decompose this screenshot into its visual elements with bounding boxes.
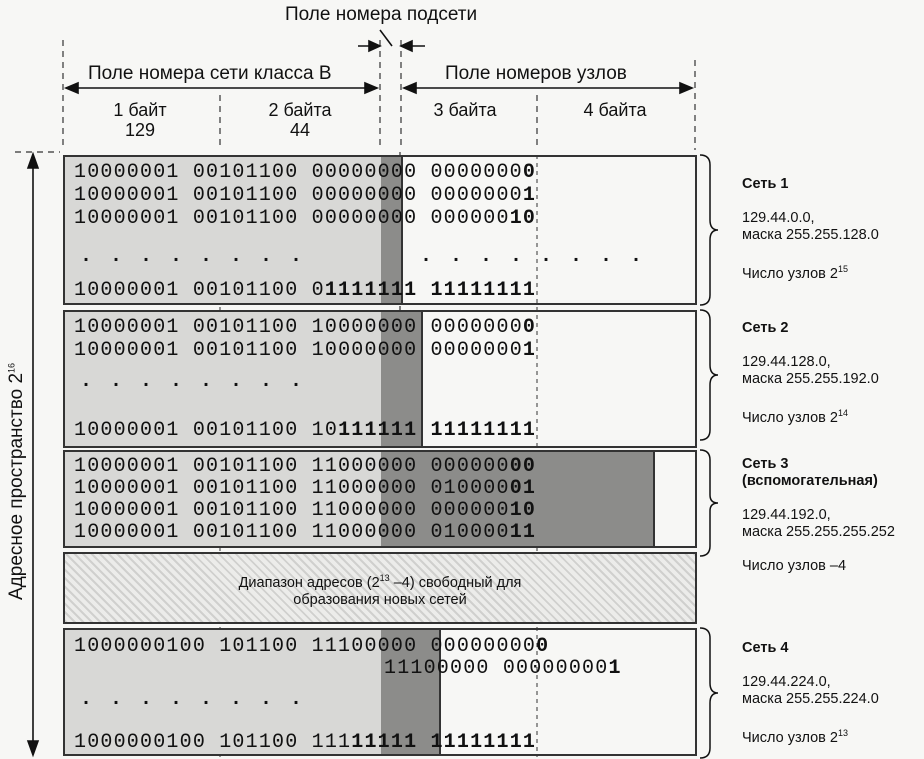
block1-row3: 10000001 00101100 00000000 00000010 bbox=[74, 207, 537, 230]
class-b-field-label: Поле номера сети класса В bbox=[88, 63, 332, 84]
block2-info: Сеть 2 129.44.128.0, маска 255.255.192.0 Число узлов $2^{14}$ bbox=[742, 320, 879, 426]
block3-row3: 10000001 00101100 11000000 00000010 bbox=[74, 499, 537, 522]
block4-ellipsis: ........ bbox=[80, 688, 321, 711]
block3-info: Сеть 3 (вспомогательная) 129.44.192.0, маска 255.255.255.252 Число узлов –4 bbox=[742, 456, 895, 574]
block1-ellipsis: ........ bbox=[80, 245, 321, 268]
block1-ellipsis-right: ........ bbox=[420, 245, 661, 268]
subnet-field-label: Поле номера подсети bbox=[285, 4, 478, 25]
byte2-label: 2 байта 44 bbox=[268, 100, 332, 140]
block1-info: Сеть 1 129.44.0.0, маска 255.255.128.0 Число узлов $2^{15}$ bbox=[742, 176, 879, 282]
block3-row2: 10000001 00101100 11000000 01000001 bbox=[74, 477, 537, 500]
block1-row4: 10000001 00101100 01111111 11111111 bbox=[74, 279, 537, 302]
block4-info: Сеть 4 129.44.224.0, маска 255.255.224.0 Число узлов $2^{13}$ bbox=[742, 640, 879, 746]
byte1-label: 1 байт 129 bbox=[113, 100, 167, 140]
byte3-label: 3 байта bbox=[433, 100, 497, 120]
free-range-label: Диапазон адресов ($2^{13}$ –4) свободный для образования новых сетей bbox=[238, 573, 522, 608]
block3-row4: 10000001 00101100 11000000 01000011 bbox=[74, 521, 537, 544]
block2-row2: 10000001 00101100 10000000 00000001 bbox=[74, 339, 537, 362]
address-space-axis-label: Адресное пространство $2^{16}$ bbox=[6, 362, 27, 600]
block4-row1: 1000000100 101100 11100000 000000000 bbox=[74, 635, 550, 658]
block3-row1: 10000001 00101100 11000000 00000000 bbox=[74, 455, 537, 478]
byte4-label: 4 байта bbox=[583, 100, 647, 120]
block4-row3: 1000000100 101100 11111111 11111111 bbox=[74, 731, 537, 754]
host-field-label: Поле номеров узлов bbox=[445, 63, 627, 84]
block2-row1: 10000001 00101100 10000000 00000000 bbox=[74, 316, 537, 339]
block2-row3: 10000001 00101100 10111111 11111111 bbox=[74, 419, 537, 442]
block1-row2: 10000001 00101100 00000000 00000001 bbox=[74, 184, 537, 207]
block2-ellipsis: ........ bbox=[80, 370, 321, 393]
block1-row1: 10000001 00101100 00000000 00000000 bbox=[74, 161, 537, 184]
block4-row2: 11100000 000000001 bbox=[384, 657, 622, 680]
